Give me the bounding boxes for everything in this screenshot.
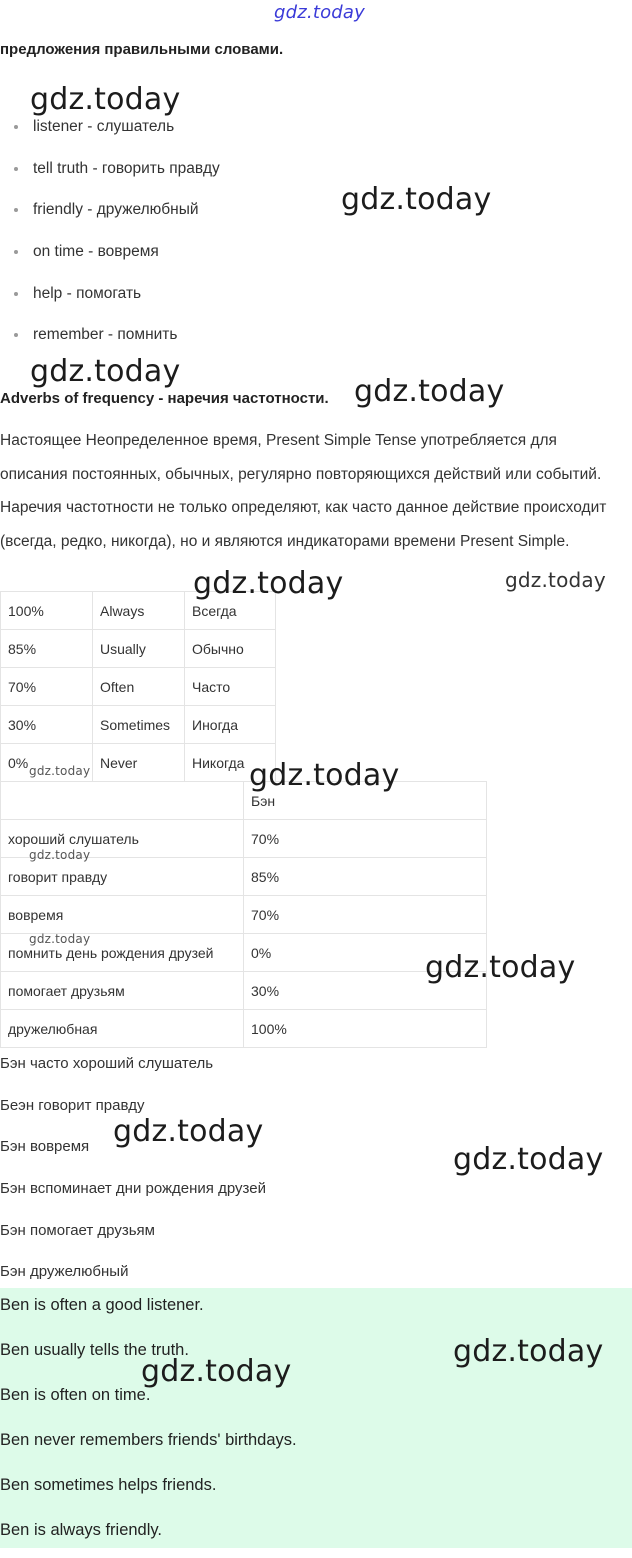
watermark-text: gdz.today (249, 758, 400, 793)
table-cell: 70% (244, 820, 487, 858)
bullet-icon (14, 333, 18, 337)
table-cell: 0% (244, 934, 487, 972)
table-cell: 0% (1, 744, 93, 782)
table-cell: дружелюбная (1, 1010, 244, 1048)
table-row (1, 1010, 487, 1048)
watermark-text: gdz.today (425, 950, 576, 985)
table-cell: 100% (1, 592, 93, 630)
watermark-text: gdz.today (29, 932, 91, 946)
table-row (1, 630, 276, 668)
vocab-text: listener - слушатель (33, 118, 175, 135)
table-header-cell: Бэн (244, 782, 487, 820)
watermark-text: gdz.today (505, 568, 606, 592)
bullet-icon (14, 208, 18, 212)
russian-sentences (0, 1043, 266, 1293)
table-header-cell (1, 782, 244, 820)
watermark-text: gdz.today (354, 374, 505, 409)
vocab-list (14, 106, 220, 356)
bullet-icon (14, 292, 18, 296)
ben-table (0, 781, 487, 1048)
grammar-paragraph: Настоящее Неопределенное время, Present Simple Tense употребляется для описания постоянных, обычных, регулярно повторяющихся действий или событий. Наречия частотности не только определяют, как часто данное действие происходит (всегда, редко, никогда), но и являются индикаторами времени Present Simple. (0, 432, 607, 550)
instruction-text: предложения правильными словами. (0, 41, 284, 58)
table-row (1, 782, 487, 820)
table-cell: 70% (244, 896, 487, 934)
table-cell: хороший слушатель (1, 820, 244, 858)
table-cell: 85% (1, 630, 93, 668)
bullet-icon (14, 167, 18, 171)
table-cell: 70% (1, 668, 93, 706)
table-row (1, 706, 276, 744)
table-cell: 85% (244, 858, 487, 896)
table-cell: Sometimes (93, 706, 185, 744)
table-row (1, 668, 276, 706)
table-cell: Обычно (185, 630, 276, 668)
section-title: Adverbs of frequency - наречия частотности. (0, 390, 329, 407)
table-cell: 30% (244, 972, 487, 1010)
table-cell: Никогда (185, 744, 276, 782)
vocab-text: on time - вовремя (33, 243, 159, 261)
table-cell: 30% (1, 706, 93, 744)
answer-line: Ben sometimes helps friends. (0, 1476, 217, 1494)
table-cell: 100% (244, 1010, 487, 1048)
list-item (14, 148, 220, 190)
answer-line: Ben usually tells the truth. (0, 1341, 189, 1359)
watermark-text: gdz.today (29, 764, 91, 778)
answer-line: Ben is always friendly. (0, 1521, 163, 1539)
vocab-text: tell truth - говорить правду (33, 159, 220, 177)
frequency-table (0, 591, 276, 782)
answer-line: Ben is often a good listener. (0, 1296, 204, 1314)
watermark-text: gdz.today (274, 2, 366, 23)
table-cell: вовремя (1, 896, 244, 934)
vocab-text: remember - помнить (33, 326, 178, 344)
table-cell: Иногда (185, 706, 276, 744)
list-item: Беэн говорит правду (0, 1096, 145, 1114)
bullet-icon (14, 125, 18, 129)
answer-line: Ben never remembers friends' birthdays. (0, 1431, 297, 1449)
list-item: Бэн дружелюбный (0, 1263, 129, 1281)
list-item: Бэн вовремя (0, 1138, 90, 1156)
table-cell: Usually (93, 630, 185, 668)
list-item (14, 231, 220, 273)
watermark-text: gdz.today (30, 82, 181, 117)
list-item (14, 273, 220, 315)
table-cell: помнить день рождения друзей (1, 934, 244, 972)
watermark-text: gdz.today (341, 182, 492, 217)
table-row (1, 972, 487, 1010)
table-cell: помогает друзьям (1, 972, 244, 1010)
watermark-text: gdz.today (29, 848, 91, 862)
table-cell: Often (93, 668, 185, 706)
watermark-text: gdz.today (453, 1334, 604, 1369)
list-item: Бэн помогает друзьям (0, 1221, 155, 1239)
vocab-text: friendly - дружелюбный (33, 201, 199, 219)
table-row (1, 858, 487, 896)
table-cell: Часто (185, 668, 276, 706)
watermark-text: gdz.today (453, 1142, 604, 1177)
bullet-icon (14, 250, 18, 254)
list-item: Бэн часто хороший слушатель (0, 1055, 214, 1072)
table-cell: Always (93, 592, 185, 630)
list-item: Бэн вспоминает дни рождения друзей (0, 1180, 266, 1198)
watermark-text: gdz.today (30, 354, 181, 389)
watermark-text: gdz.today (193, 566, 344, 601)
vocab-text: help - помогать (33, 284, 142, 302)
table-cell: Всегда (185, 592, 276, 630)
watermark-text: gdz.today (141, 1354, 292, 1389)
table-cell: Never (93, 744, 185, 782)
answer-block (0, 1288, 632, 1548)
table-cell: говорит правду (1, 858, 244, 896)
watermark-text: gdz.today (113, 1114, 264, 1149)
list-item (14, 189, 220, 231)
list-item (14, 314, 220, 356)
table-row (1, 896, 487, 934)
answer-line: Ben is often on time. (0, 1386, 151, 1404)
